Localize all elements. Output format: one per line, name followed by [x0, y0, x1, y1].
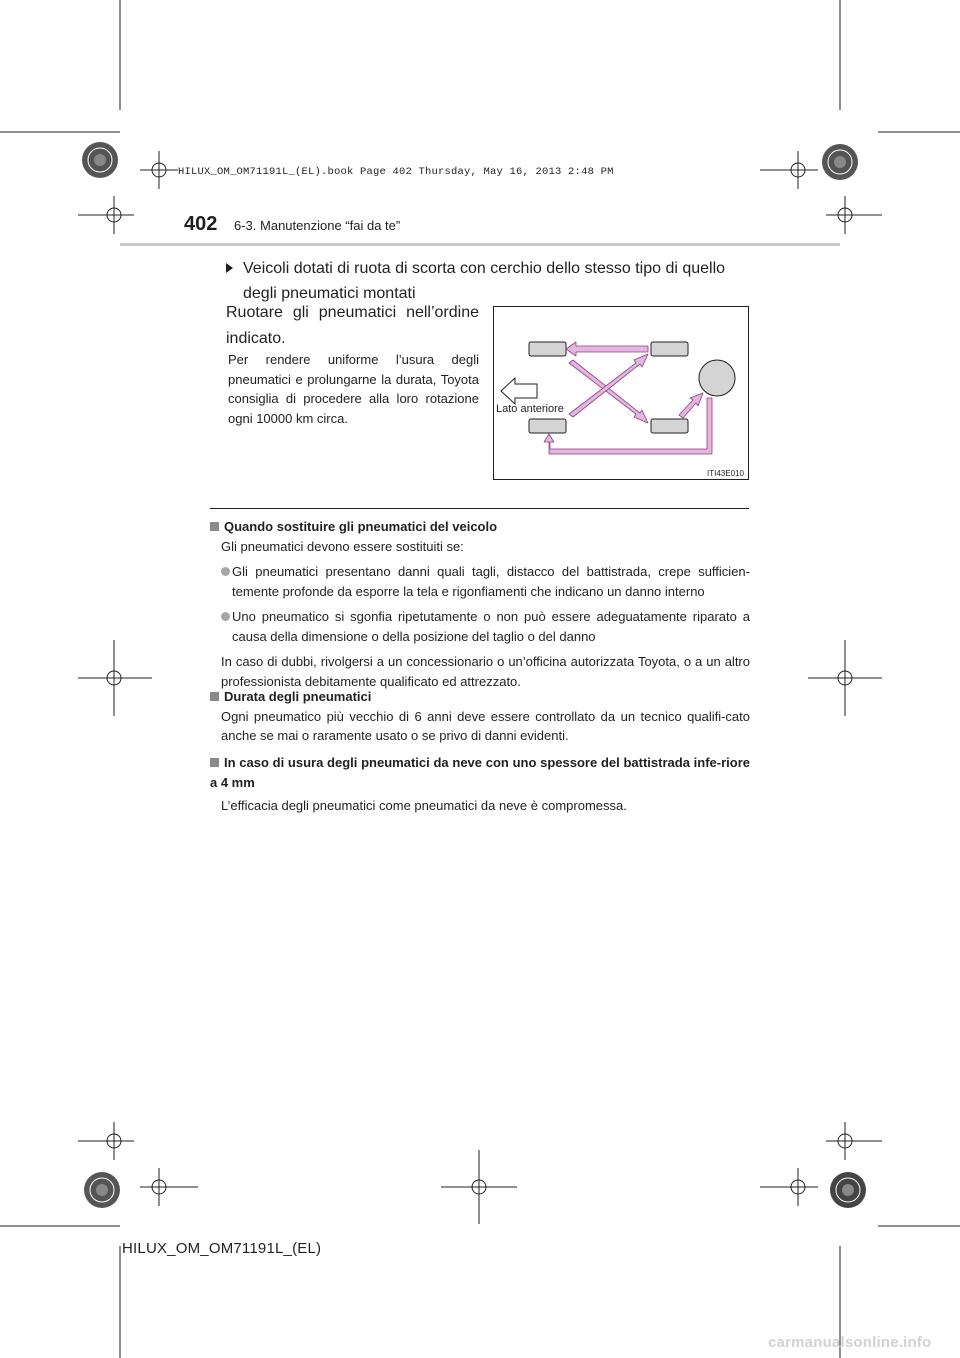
instruction	[226, 300, 479, 352]
page-number: 402	[184, 213, 218, 235]
tire-rear-right	[651, 419, 688, 433]
list-item	[210, 607, 750, 646]
spare-tire	[699, 360, 735, 396]
front-side-label: Lato anteriore	[496, 403, 564, 415]
section-heading-text: Durata degli pneumatici	[224, 689, 372, 704]
footer-model-code: HILUX_OM_OM71191L_(EL)	[122, 1240, 322, 1257]
tire-front-right	[529, 419, 566, 433]
procedure-title	[226, 256, 748, 306]
list-item-text: Uno pneumatico si sgonfia ripetutamente o non può essere adeguatamente riparato a causa della dimensione o della posizione del taglio o del danno	[232, 609, 750, 644]
header-rule	[120, 243, 840, 246]
square-bullet-icon	[210, 692, 219, 701]
list-item-text: Gli pneumatici presentano danni quali tagli, distacco del battistrada, crepe sufficien-temente profonde da esporre la tela e rigonfiamenti che indicano un danno interno	[232, 564, 750, 599]
section-heading	[210, 687, 750, 707]
section-outro: In caso di dubbi, rivolgersi a un concessionario o un’officina autorizzata Toyota, o a un altro professionista debitamente qualificato ed attrezzato.	[221, 654, 750, 689]
section-when-to-replace	[210, 517, 750, 691]
tire-rear-left	[651, 342, 688, 356]
tire-rotation-diagram	[493, 306, 749, 480]
procedure-title-text: Veicoli dotati di ruota di scorta con cerchio dello stesso tipo di quello degli pneumatici montati	[243, 260, 726, 302]
section-rule	[210, 508, 749, 509]
section-body: L’efficacia degli pneumatici come pneumatici da neve è compromessa.	[221, 798, 627, 813]
section-body: Ogni pneumatico più vecchio di 6 anni deve essere controllato da un tecnico qualifi-cato anche se mai o raramente usato o se privo di danni evidenti.	[221, 708, 750, 743]
section-heading-text: Quando sostituire gli pneumatici del veicolo	[224, 519, 498, 534]
section-heading-text: In caso di usura degli pneumatici da neve con uno spessore del battistrada infe-riore a 4 mm	[210, 755, 750, 790]
book-info-slug: HILUX_OM_OM71191L_(EL).book Page 402 Thursday, May 16, 2013 2:48 PM	[178, 166, 614, 178]
section-snow-tire-wear	[210, 753, 750, 816]
section-intro: Gli pneumatici devono essere sostituiti se:	[221, 538, 464, 554]
figure-code: ITI43E010	[707, 469, 744, 478]
tire-rotation-figure	[493, 306, 749, 480]
circle-bullet-icon	[221, 567, 230, 576]
instruction-line-1: Ruotare gli pneumatici nell’ordine	[226, 304, 479, 321]
section-heading	[210, 517, 750, 537]
watermark: carmanualsonline.info	[768, 1334, 932, 1351]
tire-front-left	[529, 342, 566, 356]
square-bullet-icon	[210, 758, 219, 767]
instruction-note: Per rendere uniforme l’usura degli pneumatici e prolungarne la durata, Toyota consiglia di procedere alla loro rotazione ogni 10000 km circa.	[228, 352, 479, 426]
circle-bullet-icon	[221, 612, 230, 621]
square-bullet-icon	[210, 522, 219, 531]
triangle-bullet-icon	[226, 263, 233, 273]
section-tire-lifetime	[210, 687, 750, 746]
list-item	[210, 562, 750, 601]
section-heading	[210, 753, 750, 792]
section-title: 6-3. Manutenzione “fai da te”	[234, 218, 401, 233]
instruction-line-2: indicato.	[226, 330, 286, 347]
